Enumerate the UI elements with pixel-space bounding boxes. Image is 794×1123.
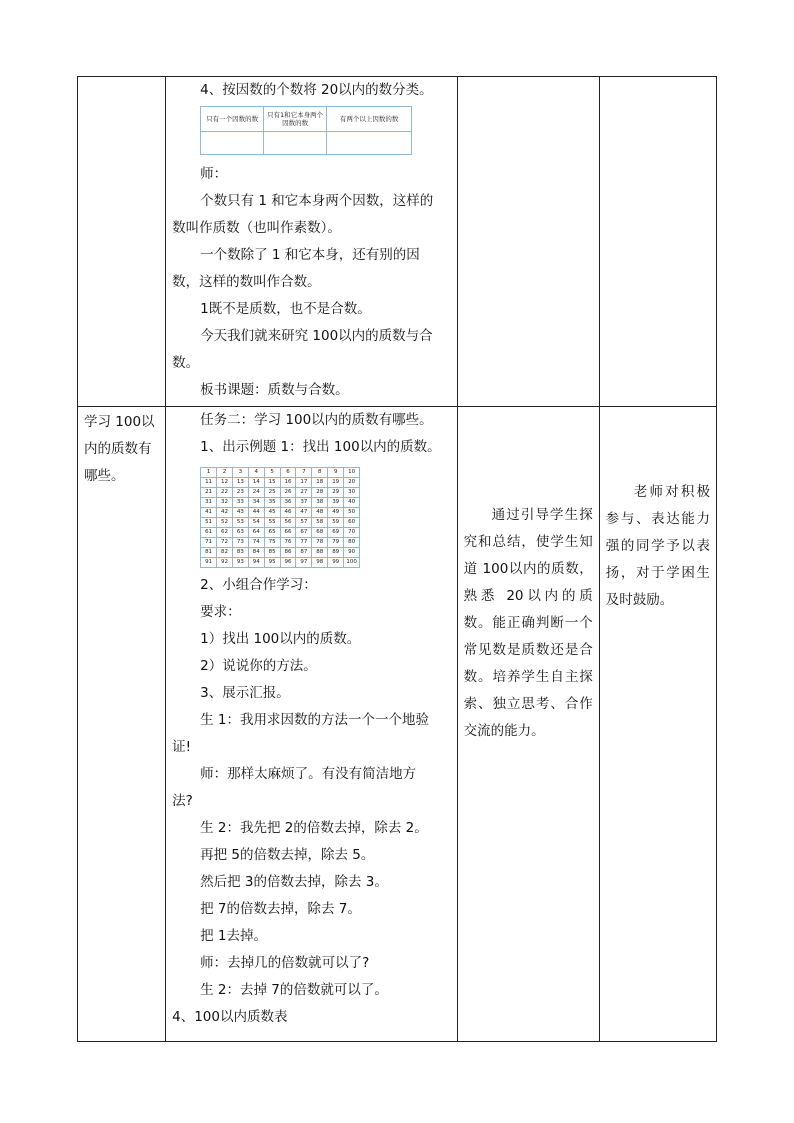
stage-label: 学习 100以内的质数有哪些。 [84, 414, 155, 485]
content-line: 3、展示汇报。 [200, 685, 290, 702]
grid-cell: 27 [296, 488, 312, 498]
grid-cell: 56 [280, 518, 296, 528]
grid-cell: 87 [296, 548, 312, 558]
grid-row [201, 518, 360, 528]
grid-cell: 28 [312, 488, 328, 498]
grid-cell: 26 [280, 488, 296, 498]
grid-cell: 79 [328, 538, 344, 548]
grid-cell: 52 [217, 518, 233, 528]
grid-cell: 24 [248, 488, 264, 498]
grid-cell: 41 [201, 508, 217, 518]
grid-row [201, 558, 360, 568]
content-line: 1、出示例题 1：找出 100以内的质数。 [200, 439, 441, 456]
grid-cell: 90 [344, 548, 360, 558]
grid-cell: 92 [217, 558, 233, 568]
grid-row [201, 508, 360, 518]
grid-cell: 18 [312, 478, 328, 488]
content-line: 生 1：我用求因数的方法一个一个地验 [200, 712, 430, 729]
grid-cell: 16 [280, 478, 296, 488]
grid-cell: 33 [232, 498, 248, 508]
grid-cell: 50 [344, 508, 360, 518]
content-cell [166, 77, 457, 407]
grid-cell: 31 [201, 498, 217, 508]
content-line: 把 1去掉。 [200, 928, 268, 945]
grid-cell: 21 [201, 488, 217, 498]
content-line: 要求： [200, 604, 241, 621]
grid-cell: 20 [344, 478, 360, 488]
grid-cell: 11 [201, 478, 217, 488]
grid-cell: 82 [217, 548, 233, 558]
grid-cell: 72 [217, 538, 233, 548]
hundred-number-grid [200, 467, 360, 568]
grid-row [201, 488, 360, 498]
grid-cell: 4 [248, 468, 264, 478]
evaluation-text: 老师对积极参与、表达能力强的同学予以表扬，对于学困生及时鼓励。 [605, 484, 710, 609]
grid-cell: 77 [296, 538, 312, 548]
content-line: 板书课题：质数与合数。 [200, 382, 349, 398]
design-intent-text: 通过引导学生探究和总结，使学生知道 100以内的质数，熟悉 20以内的质数。能正确判断一个常见数是质数还是合数。培养学生自主探索、独立思考、合作交流的能力。 [463, 507, 593, 740]
grid-cell: 91 [201, 558, 217, 568]
grid-cell: 85 [264, 548, 280, 558]
grid-cell: 69 [328, 528, 344, 538]
grid-cell: 23 [232, 488, 248, 498]
grid-cell: 58 [312, 518, 328, 528]
evaluation-cell [599, 407, 716, 1042]
grid-cell: 19 [328, 478, 344, 488]
grid-cell: 55 [264, 518, 280, 528]
class-cell-empty [201, 132, 264, 155]
grid-cell: 34 [248, 498, 264, 508]
grid-cell: 88 [312, 548, 328, 558]
grid-cell: 60 [344, 518, 360, 528]
grid-cell: 67 [296, 528, 312, 538]
class-header-one-factor: 只有一个因数的数 [201, 107, 264, 132]
content-line: 再把 5的倍数去掉，除去 5。 [200, 847, 375, 864]
grid-cell: 46 [280, 508, 296, 518]
grid-cell: 93 [232, 558, 248, 568]
content-line: 2、小组合作学习： [200, 577, 317, 594]
content-line: 数叫作质数（也叫作素数）。 [172, 220, 341, 236]
grid-cell: 13 [232, 478, 248, 488]
grid-cell: 97 [296, 558, 312, 568]
content-line: 4、100以内质数表 [172, 1009, 288, 1026]
table-row [78, 407, 717, 1042]
content-line: 生 2：去掉 7的倍数就可以了。 [200, 982, 388, 999]
grid-row [201, 528, 360, 538]
content-line: 然后把 3的倍数去掉，除去 3。 [200, 874, 388, 891]
content-line: 师：去掉几的倍数就可以了? [200, 955, 370, 972]
grid-cell: 39 [328, 498, 344, 508]
grid-cell: 14 [248, 478, 264, 488]
grid-cell: 70 [344, 528, 360, 538]
content-line: 法? [172, 793, 193, 810]
grid-cell: 95 [264, 558, 280, 568]
grid-cell: 15 [264, 478, 280, 488]
grid-cell: 66 [280, 528, 296, 538]
grid-cell: 59 [328, 518, 344, 528]
intent-cell-empty [457, 77, 599, 407]
grid-cell: 86 [280, 548, 296, 558]
grid-cell: 45 [264, 508, 280, 518]
grid-cell: 54 [248, 518, 264, 528]
grid-cell: 96 [280, 558, 296, 568]
grid-row [201, 548, 360, 558]
content-line: 生 2：我先把 2的倍数去掉，除去 2。 [200, 820, 428, 837]
content-line: 任务二：学习 100以内的质数有哪些。 [200, 412, 433, 429]
grid-cell: 99 [328, 558, 344, 568]
grid-cell: 44 [248, 508, 264, 518]
grid-cell: 40 [344, 498, 360, 508]
grid-cell: 49 [328, 508, 344, 518]
grid-cell: 98 [312, 558, 328, 568]
grid-cell: 25 [264, 488, 280, 498]
grid-cell: 53 [232, 518, 248, 528]
grid-cell: 36 [280, 498, 296, 508]
grid-row [201, 498, 360, 508]
intent-cell [457, 407, 599, 1042]
grid-row [201, 538, 360, 548]
content-line: 数，这样的数叫作合数。 [172, 274, 321, 290]
grid-cell: 6 [280, 468, 296, 478]
content-cell [166, 407, 457, 1042]
grid-cell: 37 [296, 498, 312, 508]
grid-cell: 89 [328, 548, 344, 558]
grid-cell: 12 [217, 478, 233, 488]
content-line: 把 7的倍数去掉，除去 7。 [200, 901, 361, 918]
grid-cell: 5 [264, 468, 280, 478]
grid-cell: 94 [248, 558, 264, 568]
grid-cell: 64 [248, 528, 264, 538]
grid-cell: 7 [296, 468, 312, 478]
grid-cell: 80 [344, 538, 360, 548]
grid-cell: 57 [296, 518, 312, 528]
content-line: 1）找出 100以内的质数。 [200, 631, 361, 648]
content-line: 个数只有 1 和它本身两个因数，这样的 [200, 193, 434, 209]
grid-cell: 65 [264, 528, 280, 538]
content-line: 数。 [172, 355, 200, 371]
grid-cell: 9 [328, 468, 344, 478]
content-line: 今天我们就来研究 100以内的质数与合 [200, 328, 433, 344]
grid-cell: 75 [264, 538, 280, 548]
grid-cell: 68 [312, 528, 328, 538]
class-header-more-factors: 有两个以上因数的数 [327, 107, 412, 132]
grid-cell: 29 [328, 488, 344, 498]
grid-cell: 100 [344, 558, 360, 568]
grid-cell: 38 [312, 498, 328, 508]
content-line: 一个数除了 1 和它本身，还有别的因 [200, 247, 420, 263]
grid-cell: 83 [232, 548, 248, 558]
grid-cell: 1 [201, 468, 217, 478]
grid-cell: 71 [201, 538, 217, 548]
grid-cell: 47 [296, 508, 312, 518]
grid-row [201, 468, 360, 478]
grid-row [201, 478, 360, 488]
grid-cell: 42 [217, 508, 233, 518]
grid-cell: 10 [344, 468, 360, 478]
evaluation-cell-empty [599, 77, 716, 407]
grid-cell: 62 [217, 528, 233, 538]
grid-cell: 84 [248, 548, 264, 558]
grid-cell: 30 [344, 488, 360, 498]
grid-cell: 3 [232, 468, 248, 478]
grid-cell: 35 [264, 498, 280, 508]
content-line: 师：那样太麻烦了。有没有简洁地方 [200, 766, 417, 783]
grid-cell: 8 [312, 468, 328, 478]
classification-table [200, 106, 412, 155]
grid-cell: 78 [312, 538, 328, 548]
content-line: 4、按因数的个数将 20以内的数分类。 [200, 82, 433, 98]
content-line: 师： [200, 166, 228, 182]
grid-cell: 74 [248, 538, 264, 548]
grid-cell: 22 [217, 488, 233, 498]
grid-cell: 76 [280, 538, 296, 548]
grid-cell: 63 [232, 528, 248, 538]
content-line: 2）说说你的方法。 [200, 658, 317, 675]
content-line: 1既不是质数，也不是合数。 [200, 301, 371, 317]
stage-cell-empty [78, 77, 166, 407]
grid-cell: 43 [232, 508, 248, 518]
grid-cell: 61 [201, 528, 217, 538]
grid-cell: 2 [217, 468, 233, 478]
class-cell-empty [327, 132, 412, 155]
grid-cell: 32 [217, 498, 233, 508]
stage-cell [78, 407, 166, 1042]
grid-cell: 48 [312, 508, 328, 518]
grid-cell: 51 [201, 518, 217, 528]
grid-cell: 17 [296, 478, 312, 488]
table-row [78, 77, 717, 407]
lesson-plan-table [77, 76, 717, 1042]
grid-cell: 81 [201, 548, 217, 558]
class-header-two-factors: 只有1和它本身两个因数的数 [264, 107, 327, 132]
grid-cell: 73 [232, 538, 248, 548]
content-line: 证! [172, 739, 192, 756]
class-cell-empty [264, 132, 327, 155]
